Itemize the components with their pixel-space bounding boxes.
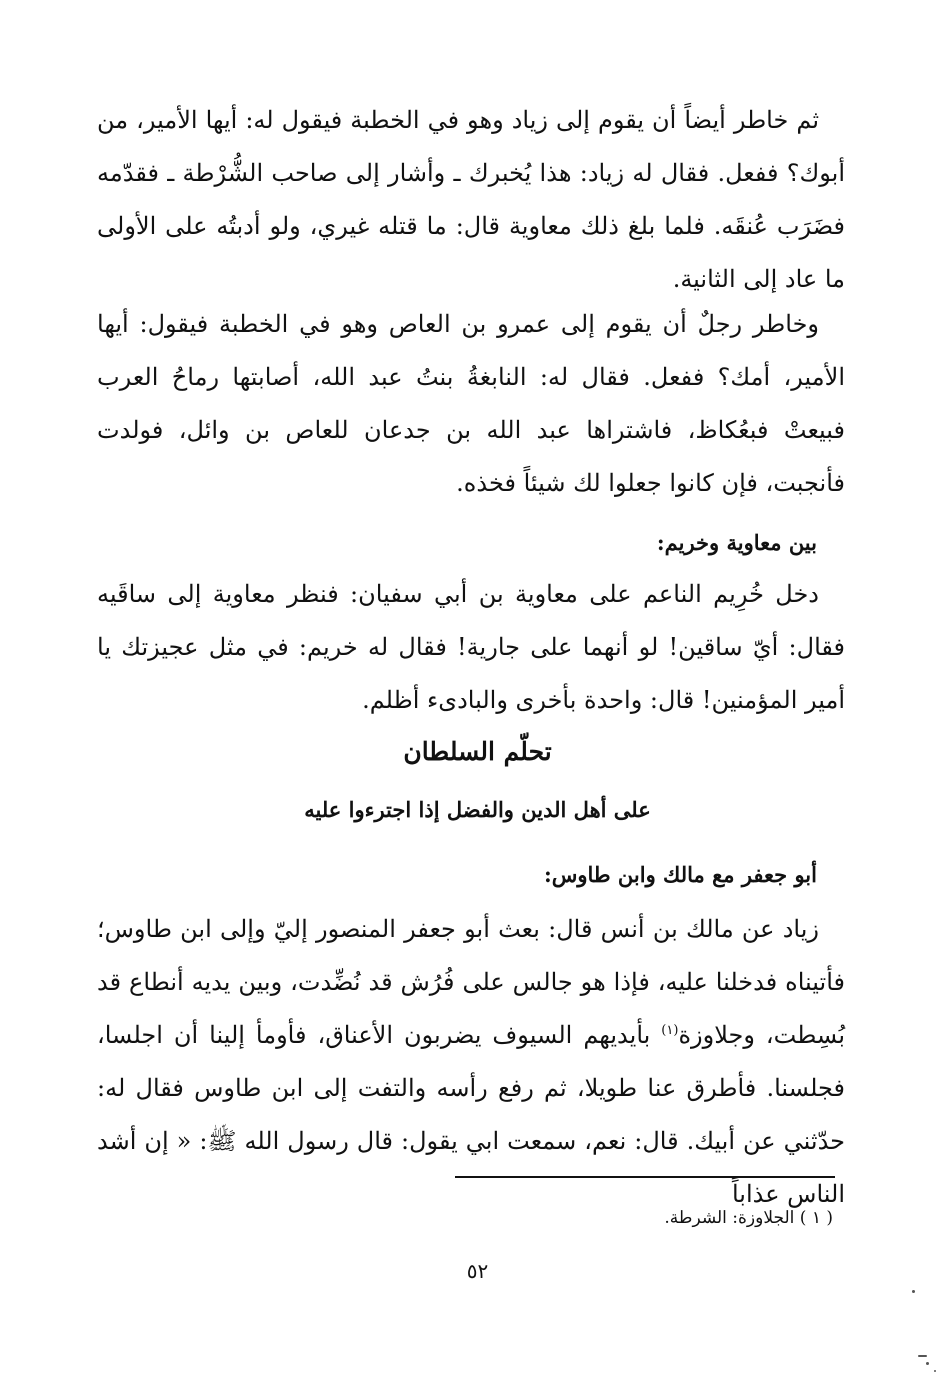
footnote: ( ١ ) الجلاوزة: الشرطة. bbox=[664, 1208, 833, 1228]
footnote-marker: (١) bbox=[661, 1023, 679, 1038]
chapter-subheading: على أهل الدين والفضل إذا اجترءوا عليه bbox=[304, 797, 651, 822]
scan-speck bbox=[926, 1362, 929, 1365]
paragraph-text-before-note: زياد عن مالك بن أنس قال: بعث أبو جعفر المنصور إليّ وإلى ابن طاوس؛ فأتيناه فدخلنا عليه، فإذا هو جالس على فُرُش قد نُضِّدت، وبين يديه أنطاع قد بُسِطت، وجلاوزة bbox=[97, 915, 846, 1049]
paragraph-ziyad-story bbox=[97, 94, 845, 306]
scan-speck bbox=[912, 1290, 915, 1293]
paragraph-text: دخل خُرِيم الناعم على معاوية بن أبي سفيان: فنظر معاوية إلى ساقَيه فقال: أيّ ساقين! لو أنهما على جارية! فقال له خريم: في مثل عجيزتك يا أمير المؤمنين! قال: واحدة بأخرى والبادىء أظلم. bbox=[97, 580, 845, 714]
footnote-divider bbox=[455, 1176, 835, 1178]
scan-speck bbox=[934, 1370, 936, 1372]
paragraph-text-after-note: بأيديهم السيوف يضربون الأعناق، فأومأ إلينا أن اجلسا، فجلسنا. فأطرق عنا طويلا، ثم رفع رأسه والتفت إلى ابن طاوس فقال له: حدّثني عن أبيك. قال: نعم، سمعت ابي يقول: قال رسول الله ﷺ: « إن أشد الناس عذاباً bbox=[97, 1021, 845, 1208]
chapter-heading: تحلّم السلطان bbox=[403, 737, 552, 766]
section-subheading-abu-jafar: أبو جعفر مع مالك وابن طاوس: bbox=[543, 862, 817, 887]
section-subheading-muawiya-khuraym: بين معاوية وخريم: bbox=[656, 530, 817, 555]
paragraph-malik-story bbox=[97, 903, 845, 1221]
paragraph-text: وخاطر رجلٌ أن يقوم إلى عمرو بن العاص وهو في الخطبة فيقول: أيها الأمير، أمك؟ ففعل. فقال له: النابغةُ بنتُ عبد الله، أصابتها رماحُ العرب فبيعتْ فبعُكاظ، فاشتراها عبد الله بن جدعان للعاص بن وائل، فولدت فأنجبت، فإن كانوا جعلوا لك شيئاً فخذه. bbox=[97, 310, 845, 497]
paragraph-amr-story bbox=[97, 298, 845, 510]
page-number: ٥٢ bbox=[466, 1259, 489, 1283]
paragraph-khuraym-story bbox=[97, 568, 845, 727]
paragraph-text: ثم خاطر أيضاً أن يقوم إلى زياد وهو في الخطبة فيقول له: أيها الأمير، من أبوك؟ ففعل. فقال له زياد: هذا يُخبرك ـ وأشار إلى صاحب الشُّرْطة ـ فقدّمه فضَرَب عُنقَه. فلما بلغ ذلك معاوية قال: ما قتله غيري، ولو أدبتُه على الأولى ما عاد إلى الثانية. bbox=[97, 106, 845, 293]
scan-speck bbox=[918, 1355, 927, 1357]
